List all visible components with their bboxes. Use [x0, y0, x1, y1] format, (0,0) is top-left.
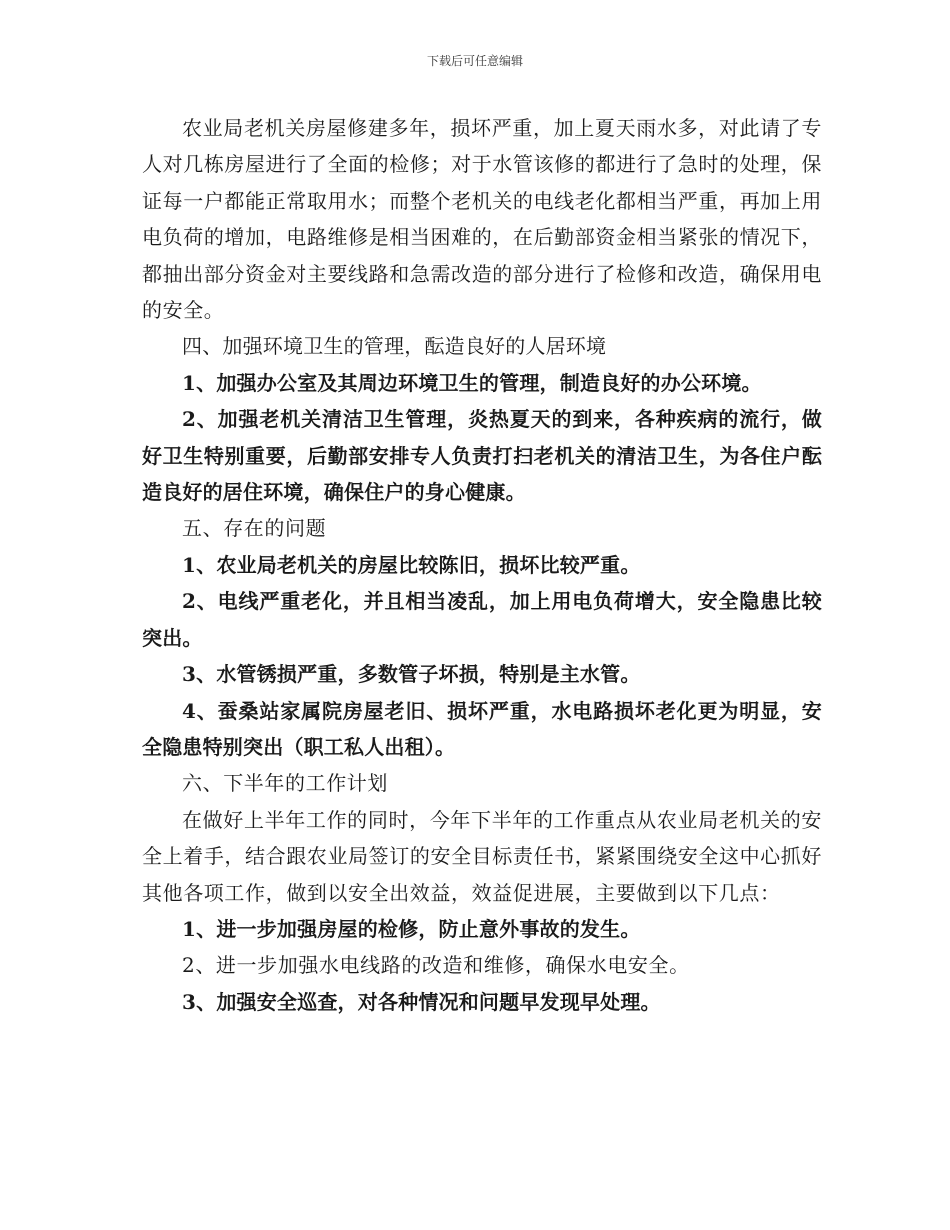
list-item-problem-housing: 1、农业局老机关的房屋比较陈旧，损坏比较严重。 [182, 552, 641, 577]
page-header-note: 下载后可任意编辑 [426, 54, 523, 68]
section-heading-work-plan: 六、下半年的工作计划 [182, 771, 388, 796]
document-body [142, 110, 822, 1020]
list-item-plan-patrol: 3、加强安全巡查，对各种情况和问题早发现早处理。 [182, 989, 661, 1014]
paragraph-work-plan-intro: 在做好上半年工作的同时，今年下半年的工作重点从农业局老机关的安全上着手，结合跟农业局签订的安全目标责任书，紧紧围绕安全这中心抓好其他各项工作，做到以安全出效益，效益促进展，主要做到以下几点： [142, 807, 822, 905]
list-item-plan-inspection: 1、进一步加强房屋的检修，防止意外事故的发生。 [182, 916, 641, 941]
paragraph-old-office-repairs: 农业局老机关房屋修建多年，损坏严重，加上夏天雨水多，对此请了专人对几栋房屋进行了全面的检修；对于水管该修的都进行了急时的处理，保证每一户都能正常取用水；而整个老机关的电线老化都相当严重，再加上用电负荷的增加，电路维修是相当困难的，在后勤部资金相当紧张的情况下，都抽出部分资金对主要线路和急需改造的部分进行了检修和改造，确保用电的安全。 [142, 116, 822, 323]
section-heading-problems: 五、存在的问题 [182, 516, 327, 541]
list-item-cleaning-management: 2、加强老机关清洁卫生管理，炎热夏天的到来，各种疾病的流行，做好卫生特别重要，后勤部安排专人负责打扫老机关的清洁卫生，为各住户酝造良好的居住环境，确保住户的身心健康。 [142, 407, 822, 505]
list-item-office-environment: 1、加强办公室及其周边环境卫生的管理，制造良好的办公环境。 [182, 370, 762, 395]
list-item-problem-wiring: 2、电线严重老化，并且相当凌乱，加上用电负荷增大，安全隐患比较突出。 [142, 589, 822, 650]
list-item-problem-pipes: 3、水管锈损严重，多数管子坏损，特别是主水管。 [182, 662, 641, 687]
section-heading-environment: 四、加强环境卫生的管理，酝造良好的人居环境 [182, 334, 607, 359]
list-item-problem-family-compound: 4、蚕桑站家属院房屋老旧、损坏严重，水电路损坏老化更为明显，安全隐患特别突出（职工私人出租）。 [142, 698, 822, 759]
list-item-plan-utilities: 2、进一步加强水电线路的改造和维修，确保水电安全。 [182, 953, 690, 978]
